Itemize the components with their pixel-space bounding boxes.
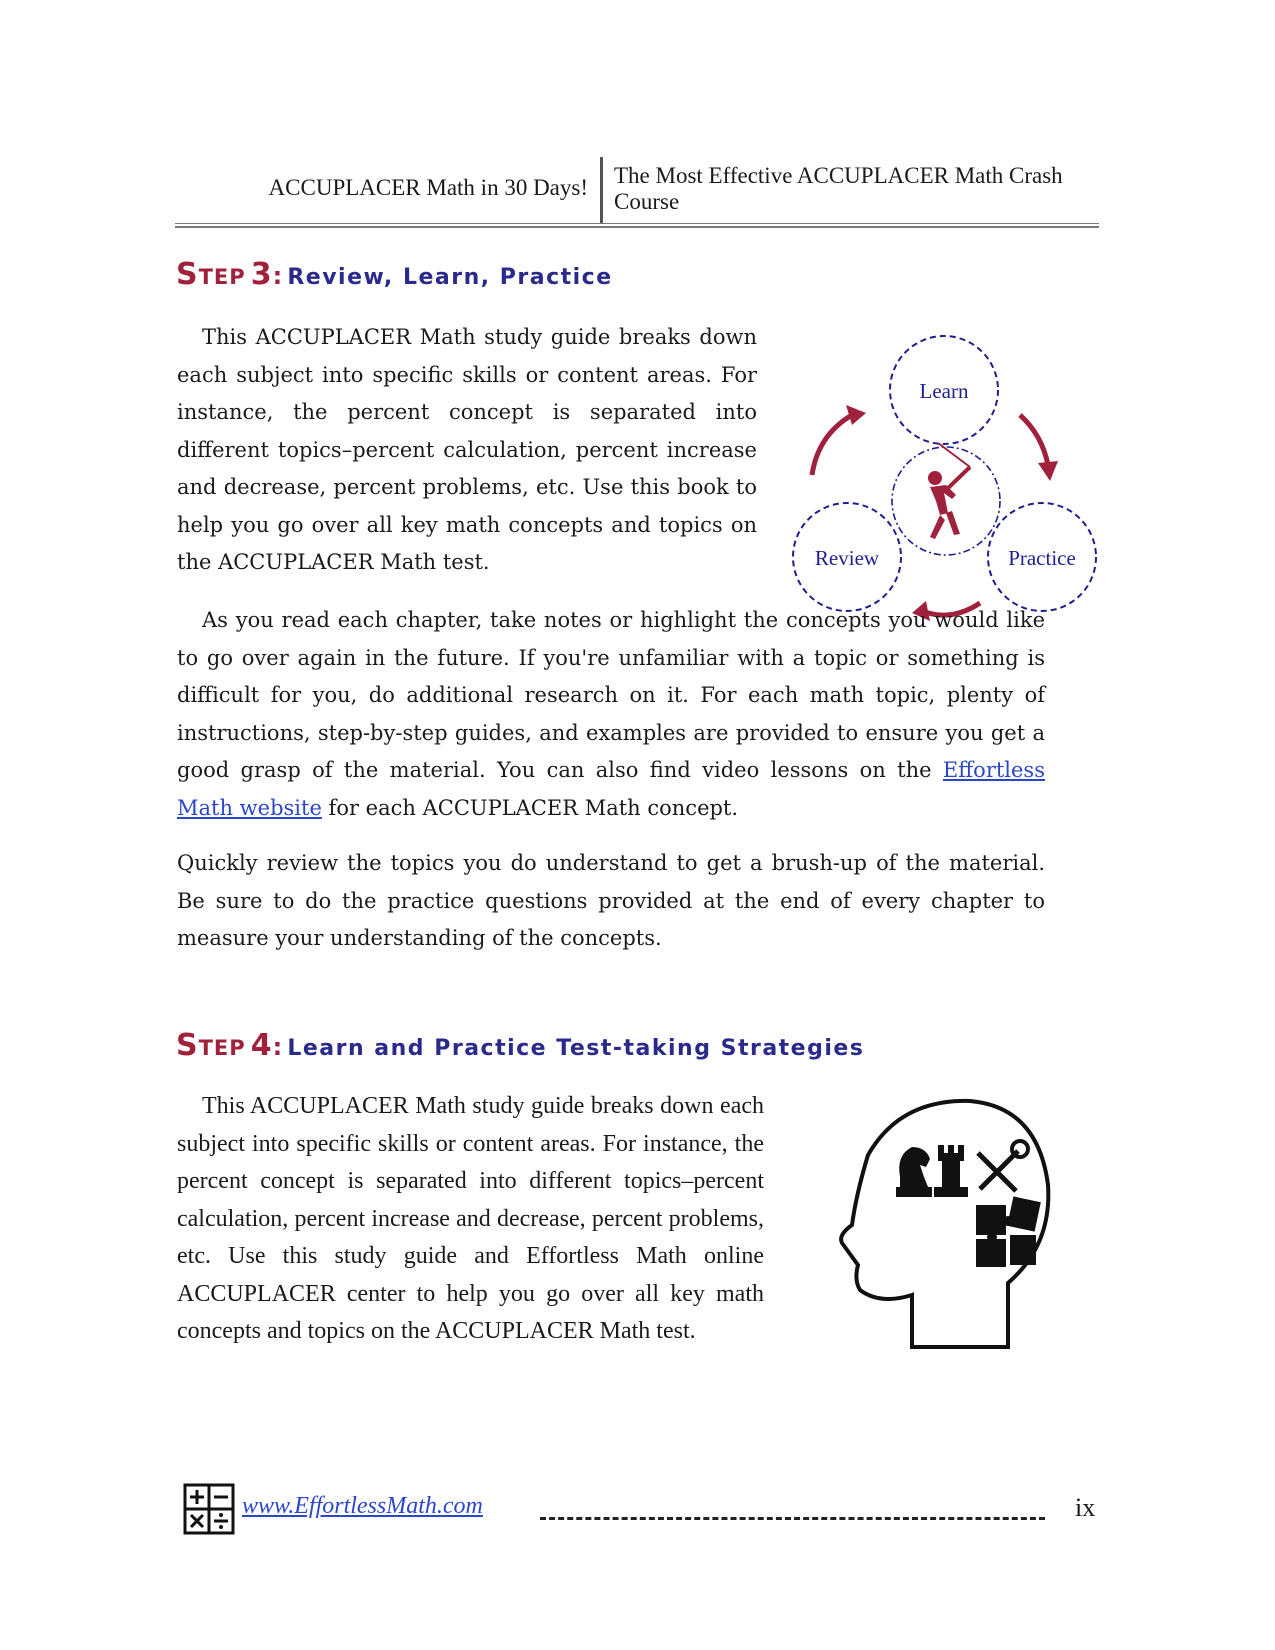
step3-title: Review, Learn, Practice [287, 265, 613, 290]
step3-number: 3 [250, 257, 273, 292]
review-learn-practice-diagram [780, 325, 1110, 625]
footer-dashed-line [540, 1517, 1045, 1520]
footer-website-link[interactable]: www.EffortlessMath.com [242, 1493, 483, 1519]
header-rule-thick [175, 226, 1099, 228]
puzzle-icon [976, 1196, 1041, 1267]
header-rule [175, 223, 1099, 224]
step4-label: STEP [176, 1028, 246, 1063]
step4-paragraph-1: This ACCUPLACER Math study guide breaks down each subject into specific skills or content areas. For instance, the percent concept is separated into different topics–percent calculation, percent increase and decrease, percent problems, etc. Use this study guide and Effortless Math online ACCUPLACER center to help you go over all key math concepts and topics on the ACCUPLACER Math test. [177, 1093, 764, 1344]
step3-paragraph-2 [177, 602, 1045, 827]
arrowhead-icon [846, 405, 866, 425]
review-label: Review [814, 546, 880, 570]
chess-icon [896, 1145, 968, 1197]
practice-label: Practice [1008, 546, 1076, 570]
golfer-icon [928, 443, 970, 539]
plus-icon [190, 1490, 204, 1504]
times-icon [191, 1515, 203, 1527]
arrow-learn-to-practice [1020, 415, 1048, 465]
arrow-review-to-learn [812, 415, 852, 475]
divide-icon [214, 1513, 228, 1529]
header-subtitle: The Most Effective ACCUPLACER Math Crash Course [614, 163, 1063, 214]
cycle-arrows [812, 415, 1048, 615]
learn-label: Learn [919, 379, 969, 403]
step3-paragraph-1: This ACCUPLACER Math study guide breaks down each subject into specific skills or content areas. For instance, the percent concept is separated into different topics–percent calculation, percent increase and decrease, percent problems, etc. Use this book to help you go over all key math concepts and topics on the ACCUPLACER Math test. [177, 325, 757, 574]
center-circle [892, 447, 1000, 555]
wrench-head-icon [1012, 1141, 1028, 1157]
effortless-math-website-link[interactable]: Effortless Math website [177, 758, 1045, 820]
step3-colon: : [272, 262, 283, 290]
page-number: ix [1075, 1493, 1096, 1522]
paragraph-2-text: As you read each chapter, take notes or highlight the concepts you would like to go over again in the future. If you're unfamiliar with a topic or something is difficult for you, do additional research on it. For each math topic, plenty of instructions, step-by-step guides, and examples are provided to ensure you get a good grasp of the material. You can also find video lessons on the [177, 608, 1045, 782]
header-divider [600, 157, 603, 223]
step4-title: Learn and Practice Test-taking Strategies [287, 1036, 865, 1061]
step3-heading [176, 257, 613, 292]
step3-label: STEP [176, 257, 246, 292]
step4-colon: : [272, 1033, 283, 1061]
effortless-math-logo [183, 1483, 235, 1535]
tools-icon [978, 1151, 1018, 1191]
step4-number: 4 [250, 1028, 273, 1063]
header-book-title: ACCUPLACER Math in 30 Days! [268, 175, 588, 200]
strategy-head-icon [830, 1095, 1060, 1365]
step3-paragraph-3: Quickly review the topics you do understand to get a brush-up of the material. Be sure to do the practice questions provided at the end of every chapter to measure your understanding of the concepts. [177, 851, 1045, 950]
arrowhead-icon [1038, 461, 1058, 481]
step4-heading [176, 1028, 864, 1063]
paragraph-2-text-end: for each ACCUPLACER Math concept. [321, 795, 739, 820]
